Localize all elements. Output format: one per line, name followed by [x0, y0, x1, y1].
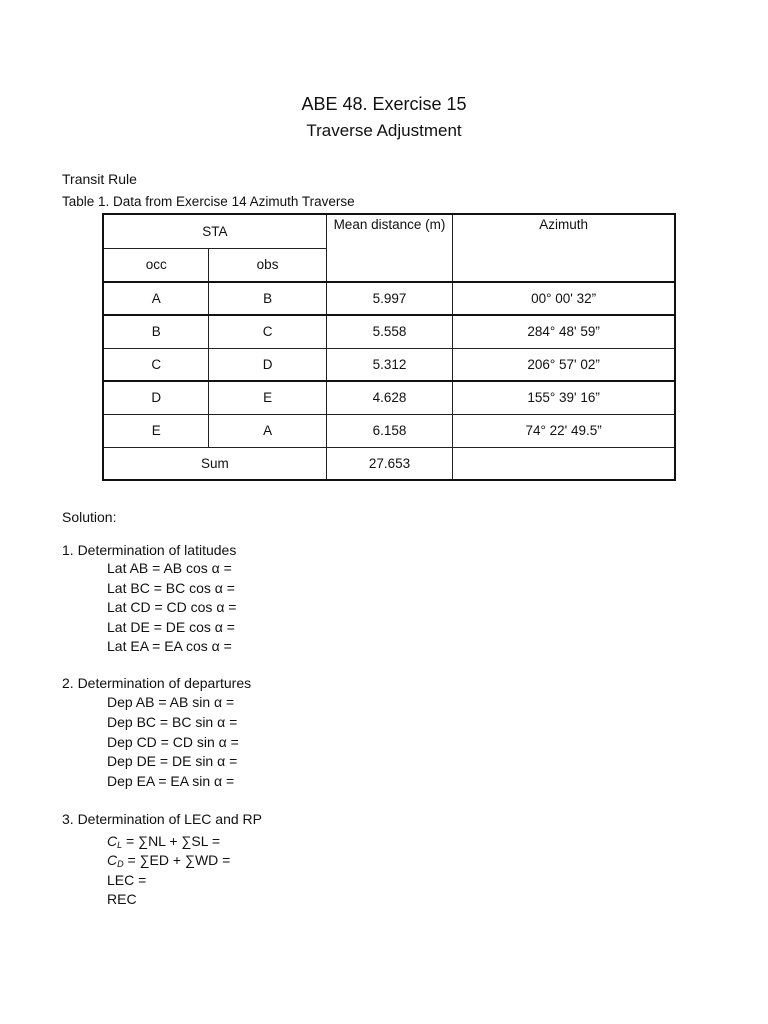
cell-occ: E — [103, 414, 209, 447]
section-heading: Transit Rule — [62, 171, 137, 187]
latitude-line: Lat AB = AB cos α = — [107, 560, 232, 576]
departure-line: Dep AB = AB sin α = — [107, 694, 235, 710]
sum-value: 27.653 — [326, 447, 452, 480]
solution-label: Solution: — [62, 509, 117, 525]
latitudes-heading: 1. Determination of latitudes — [62, 542, 237, 558]
cl-subscript: L — [117, 840, 123, 850]
cell-azimuth: 74° 22' 49.5” — [453, 414, 675, 447]
cell-occ: C — [103, 348, 209, 381]
page-title: ABE 48. Exercise 15 — [301, 94, 467, 114]
header-sta: STA — [103, 214, 326, 248]
cell-azimuth: 206° 57' 02” — [453, 348, 675, 381]
cell-azimuth: 00° 00' 32” — [453, 282, 675, 315]
cd-rest: = ∑ED + ∑WD = — [123, 852, 231, 868]
header-azimuth: Azimuth — [453, 214, 675, 282]
sum-label: Sum — [103, 447, 326, 480]
latitude-line: Lat EA = EA cos α = — [107, 638, 232, 654]
sum-azimuth-empty — [453, 447, 675, 480]
cell-distance: 6.158 — [326, 414, 452, 447]
cell-obs: E — [209, 381, 326, 414]
departures-heading: 2. Determination of departures — [62, 675, 252, 691]
cd-symbol: C — [107, 852, 118, 868]
page-subtitle: Traverse Adjustment — [306, 121, 462, 140]
lec-line: LEC = — [107, 872, 147, 888]
cd-subscript: D — [117, 859, 124, 869]
header-occ: occ — [103, 248, 209, 282]
cell-azimuth: 155° 39' 16” — [453, 381, 675, 414]
table-row — [103, 348, 675, 381]
departure-line: Dep BC = BC sin α = — [107, 714, 238, 730]
cell-azimuth: 284° 48' 59” — [453, 315, 675, 348]
cell-occ: A — [103, 282, 209, 315]
cell-occ: B — [103, 315, 209, 348]
sum-row — [103, 447, 675, 480]
cell-obs: A — [209, 414, 326, 447]
latitude-line: Lat BC = BC cos α = — [107, 580, 235, 596]
cell-distance: 5.312 — [326, 348, 452, 381]
latitude-line: Lat CD = CD cos α = — [107, 599, 237, 615]
cd-equation — [107, 852, 230, 869]
lec-heading: 3. Determination of LEC and RP — [62, 811, 262, 827]
departure-line: Dep EA = EA sin α = — [107, 773, 235, 789]
header-mean-distance-text: Mean distance (m) — [333, 217, 446, 232]
cell-obs: D — [209, 348, 326, 381]
cell-distance: 5.558 — [326, 315, 452, 348]
table-caption: Table 1. Data from Exercise 14 Azimuth Traverse — [62, 194, 355, 209]
cell-distance: 4.628 — [326, 381, 452, 414]
cl-equation — [107, 833, 220, 850]
cell-occ: D — [103, 381, 209, 414]
header-mean-distance — [326, 214, 452, 282]
cl-symbol: C — [107, 833, 118, 849]
cell-obs: C — [209, 315, 326, 348]
table-row — [103, 282, 675, 315]
table-row — [103, 315, 675, 348]
traverse-data-table — [102, 213, 676, 481]
cell-obs: B — [209, 282, 326, 315]
cl-rest: = ∑NL + ∑SL = — [122, 833, 221, 849]
table-row — [103, 414, 675, 447]
departure-line: Dep CD = CD sin α = — [107, 734, 239, 750]
cell-distance: 5.997 — [326, 282, 452, 315]
latitude-line: Lat DE = DE cos α = — [107, 619, 235, 635]
rec-line: REC — [107, 891, 137, 907]
table-row — [103, 381, 675, 414]
departure-line: Dep DE = DE sin α = — [107, 753, 238, 769]
header-obs: obs — [209, 248, 326, 282]
